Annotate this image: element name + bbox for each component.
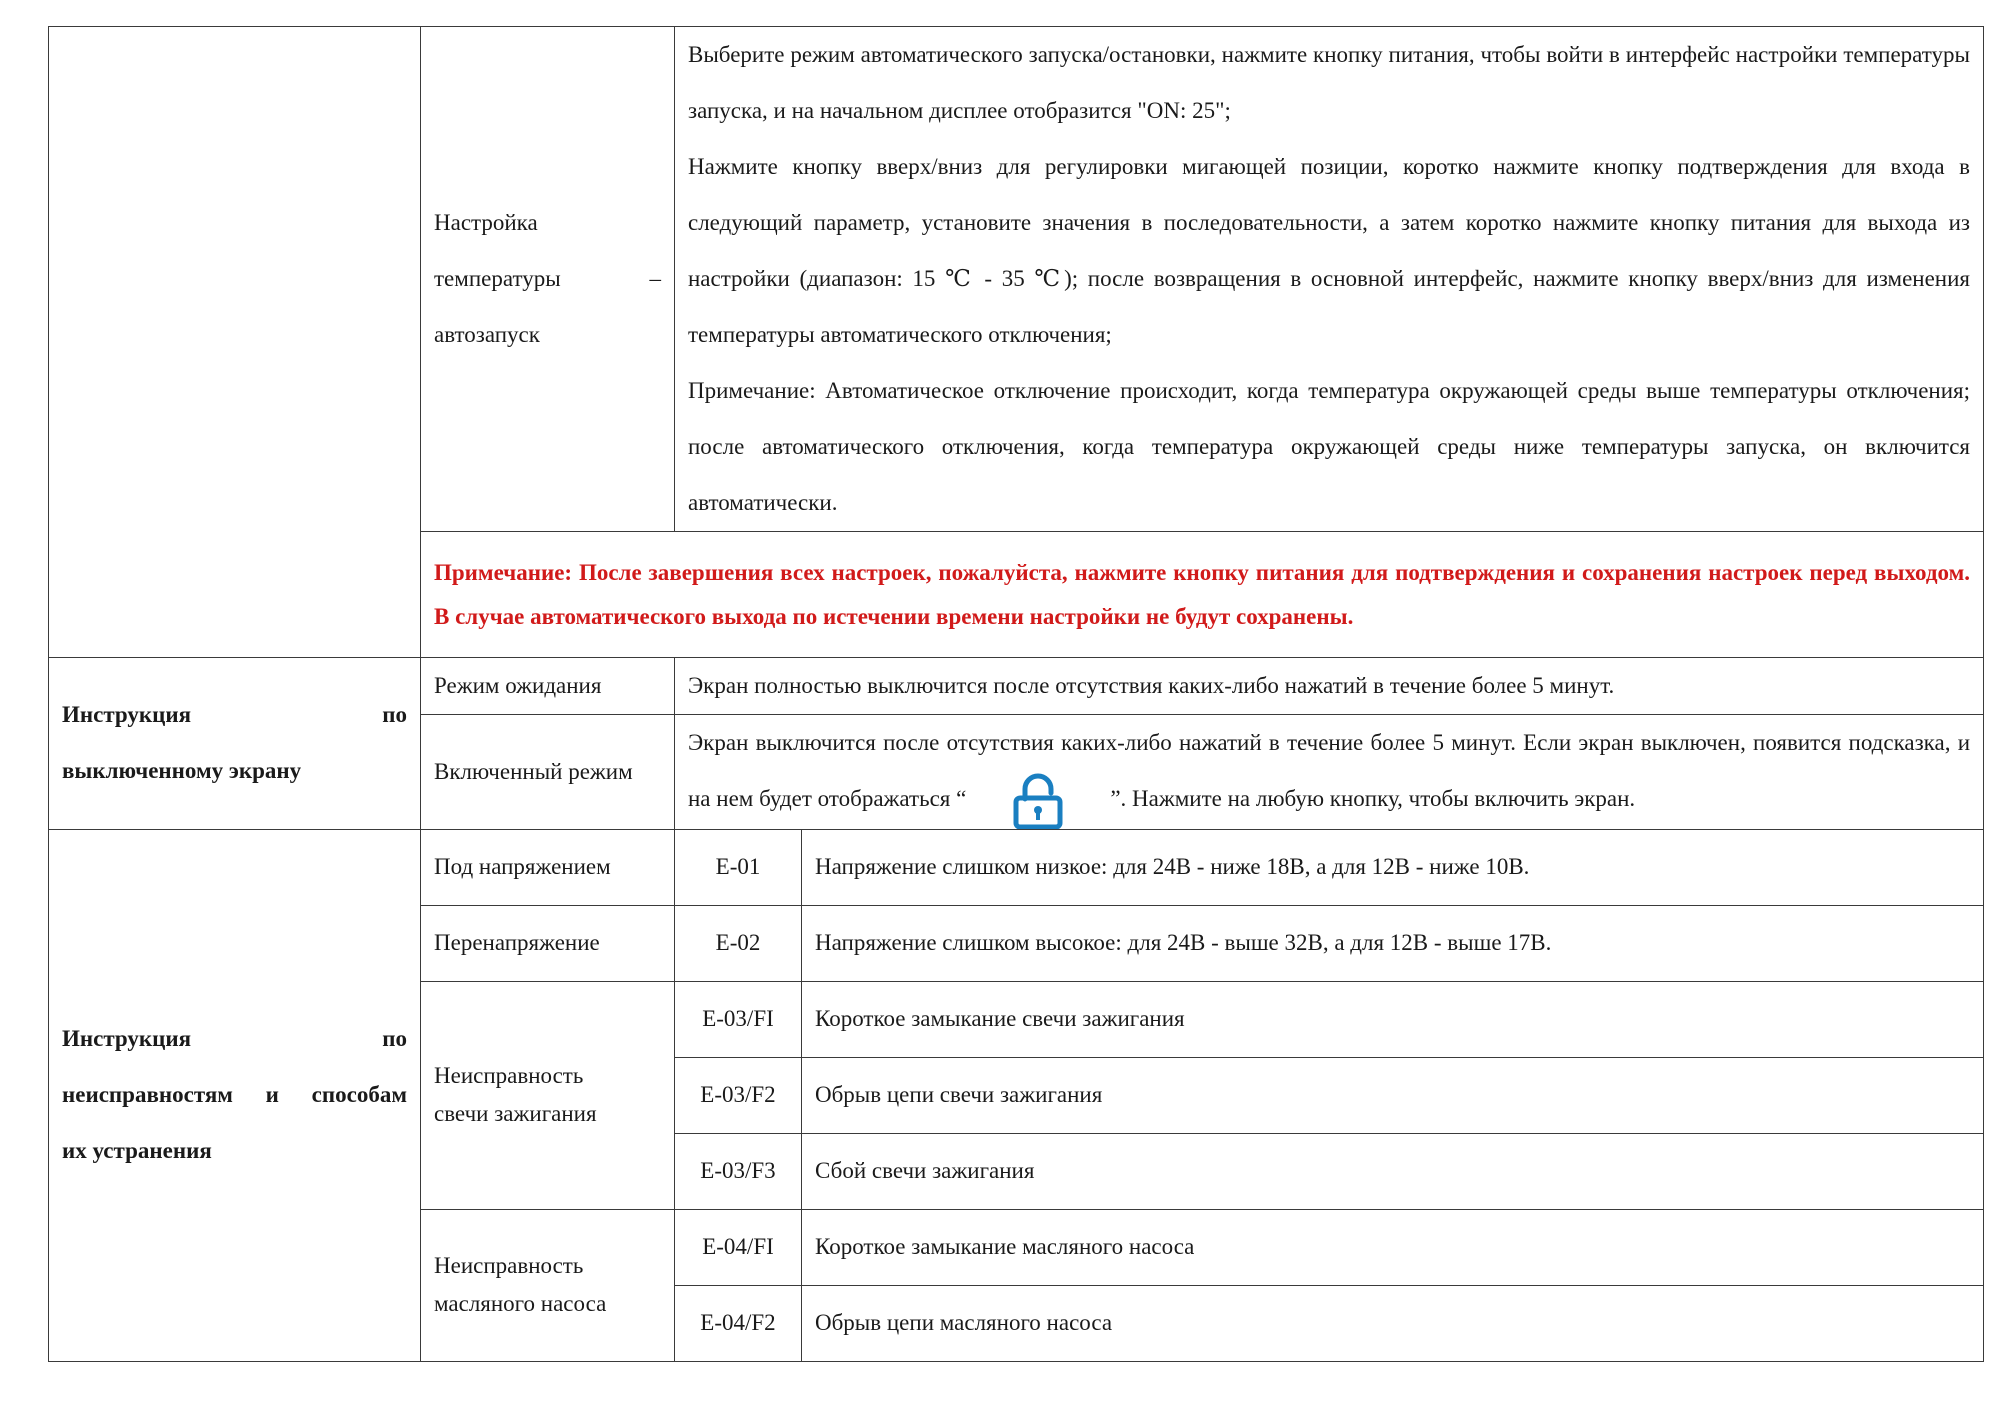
faults-heading-line1-right: по [382, 1026, 407, 1052]
fault-code: E-03/FI [675, 981, 802, 1057]
autostart-paragraph-1: Выберите режим автоматического запуска/остановки, нажмите кнопку питания, чтобы войти в интерфейс настройки температуры запуска, и на начальном дисплее отобразится "ON: 25"; [688, 42, 1970, 123]
screen-off-heading-line2: выключенному экрану [62, 758, 302, 784]
faults-heading-line2-right: способам [311, 1082, 407, 1108]
autostart-paragraph-3: Примечание: Автоматическое отключение происходит, когда температура окружающей среды выше температуры отключения; после автоматического отключения, когда температура окружающей среды ниже температуры запуска, он включится автоматически. [688, 378, 1970, 515]
autostart-label-line1: Настройка [434, 210, 538, 235]
oil-pump-fault-label [421, 1209, 675, 1361]
settings-warning-note: Примечание: После завершения всех настроек, пожалуйста, нажмите кнопку питания для подтверждения и сохранения настроек перед выходом. В случае автоматического выхода по истечении времени настройки не будут сохранены. [421, 532, 1984, 658]
settings-section-cell [49, 27, 421, 658]
instruction-table [48, 26, 1984, 1362]
fault-code: E-02 [675, 905, 802, 981]
fault-code: E-01 [675, 829, 802, 905]
spark-plug-label-line1: Неисправность [434, 1063, 584, 1089]
oil-pump-label-line2: масляного насоса [434, 1291, 607, 1317]
faults-heading-cell [49, 829, 421, 1361]
autostart-label-cell [421, 27, 675, 532]
spark-plug-label-line2: свечи зажигания [434, 1101, 597, 1127]
fault-code: E-03/F3 [675, 1133, 802, 1209]
autostart-paragraph-2: Нажмите кнопку вверх/вниз для регулировки мигающей позиции, коротко нажмите кнопку подтверждения для входа в следующий параметр, установите значения в последовательности, а затем коротко нажмите кнопку питания для выхода из настройки (диапазон: 15 ℃ - 35 ℃); после возвращения в основной интерфейс, нажмите кнопку вверх/вниз для изменения температуры автоматического отключения; [688, 154, 1970, 347]
fault-description: Сбой свечи зажигания [802, 1133, 1984, 1209]
screen-off-heading-left: Инструкция [62, 702, 192, 728]
faults-heading-line2-mid: и [265, 1082, 279, 1108]
screen-off-heading-right: по [382, 702, 407, 728]
fault-code: E-04/FI [675, 1209, 802, 1285]
standby-mode-label: Режим ожидания [421, 658, 675, 715]
autostart-description [675, 27, 1984, 532]
autostart-label-line3: автозапуск [434, 322, 540, 347]
on-mode-text-part1: Экран выключится после отсутствия каких-либо нажатий в течение более 5 минут. Если экран выключен, появится подсказка, и на нем будет отображаться “ [688, 730, 1970, 811]
fault-description: Короткое замыкание масляного насоса [802, 1209, 1984, 1285]
fault-description: Обрыв цепи свечи зажигания [802, 1057, 1984, 1133]
fault-description: Короткое замыкание свечи зажигания [802, 981, 1984, 1057]
autostart-label-line2: температуры [434, 266, 561, 291]
standby-mode-text: Экран полностью выключится после отсутствия каких-либо нажатий в течение более 5 минут. [675, 658, 1984, 715]
fault-description: Напряжение слишком низкое: для 24В - ниже 18В, а для 12В - ниже 10В. [802, 829, 1984, 905]
fault-description: Напряжение слишком высокое: для 24В - выше 32В, а для 12В - выше 17В. [802, 905, 1984, 981]
autostart-label-dash: – [649, 266, 661, 291]
faults-heading-line1-left: Инструкция [62, 1026, 192, 1052]
on-mode-text-part2: ”. Нажмите на любую кнопку, чтобы включить экран. [1110, 786, 1636, 811]
fault-code: E-04/F2 [675, 1285, 802, 1361]
overvoltage-label: Перенапряжение [421, 905, 675, 981]
fault-code: E-03/F2 [675, 1057, 802, 1133]
on-mode-text [675, 715, 1984, 830]
faults-heading-line2-left: неисправностям [62, 1082, 233, 1108]
fault-description: Обрыв цепи масляного насоса [802, 1285, 1984, 1361]
screen-off-heading-cell [49, 658, 421, 830]
padlock-icon [1008, 773, 1068, 829]
undervoltage-label: Под напряжением [421, 829, 675, 905]
oil-pump-label-line1: Неисправность [434, 1253, 584, 1279]
faults-heading-line3: их устранения [62, 1138, 212, 1164]
on-mode-label: Включенный режим [421, 715, 675, 830]
spark-plug-fault-label [421, 981, 675, 1209]
